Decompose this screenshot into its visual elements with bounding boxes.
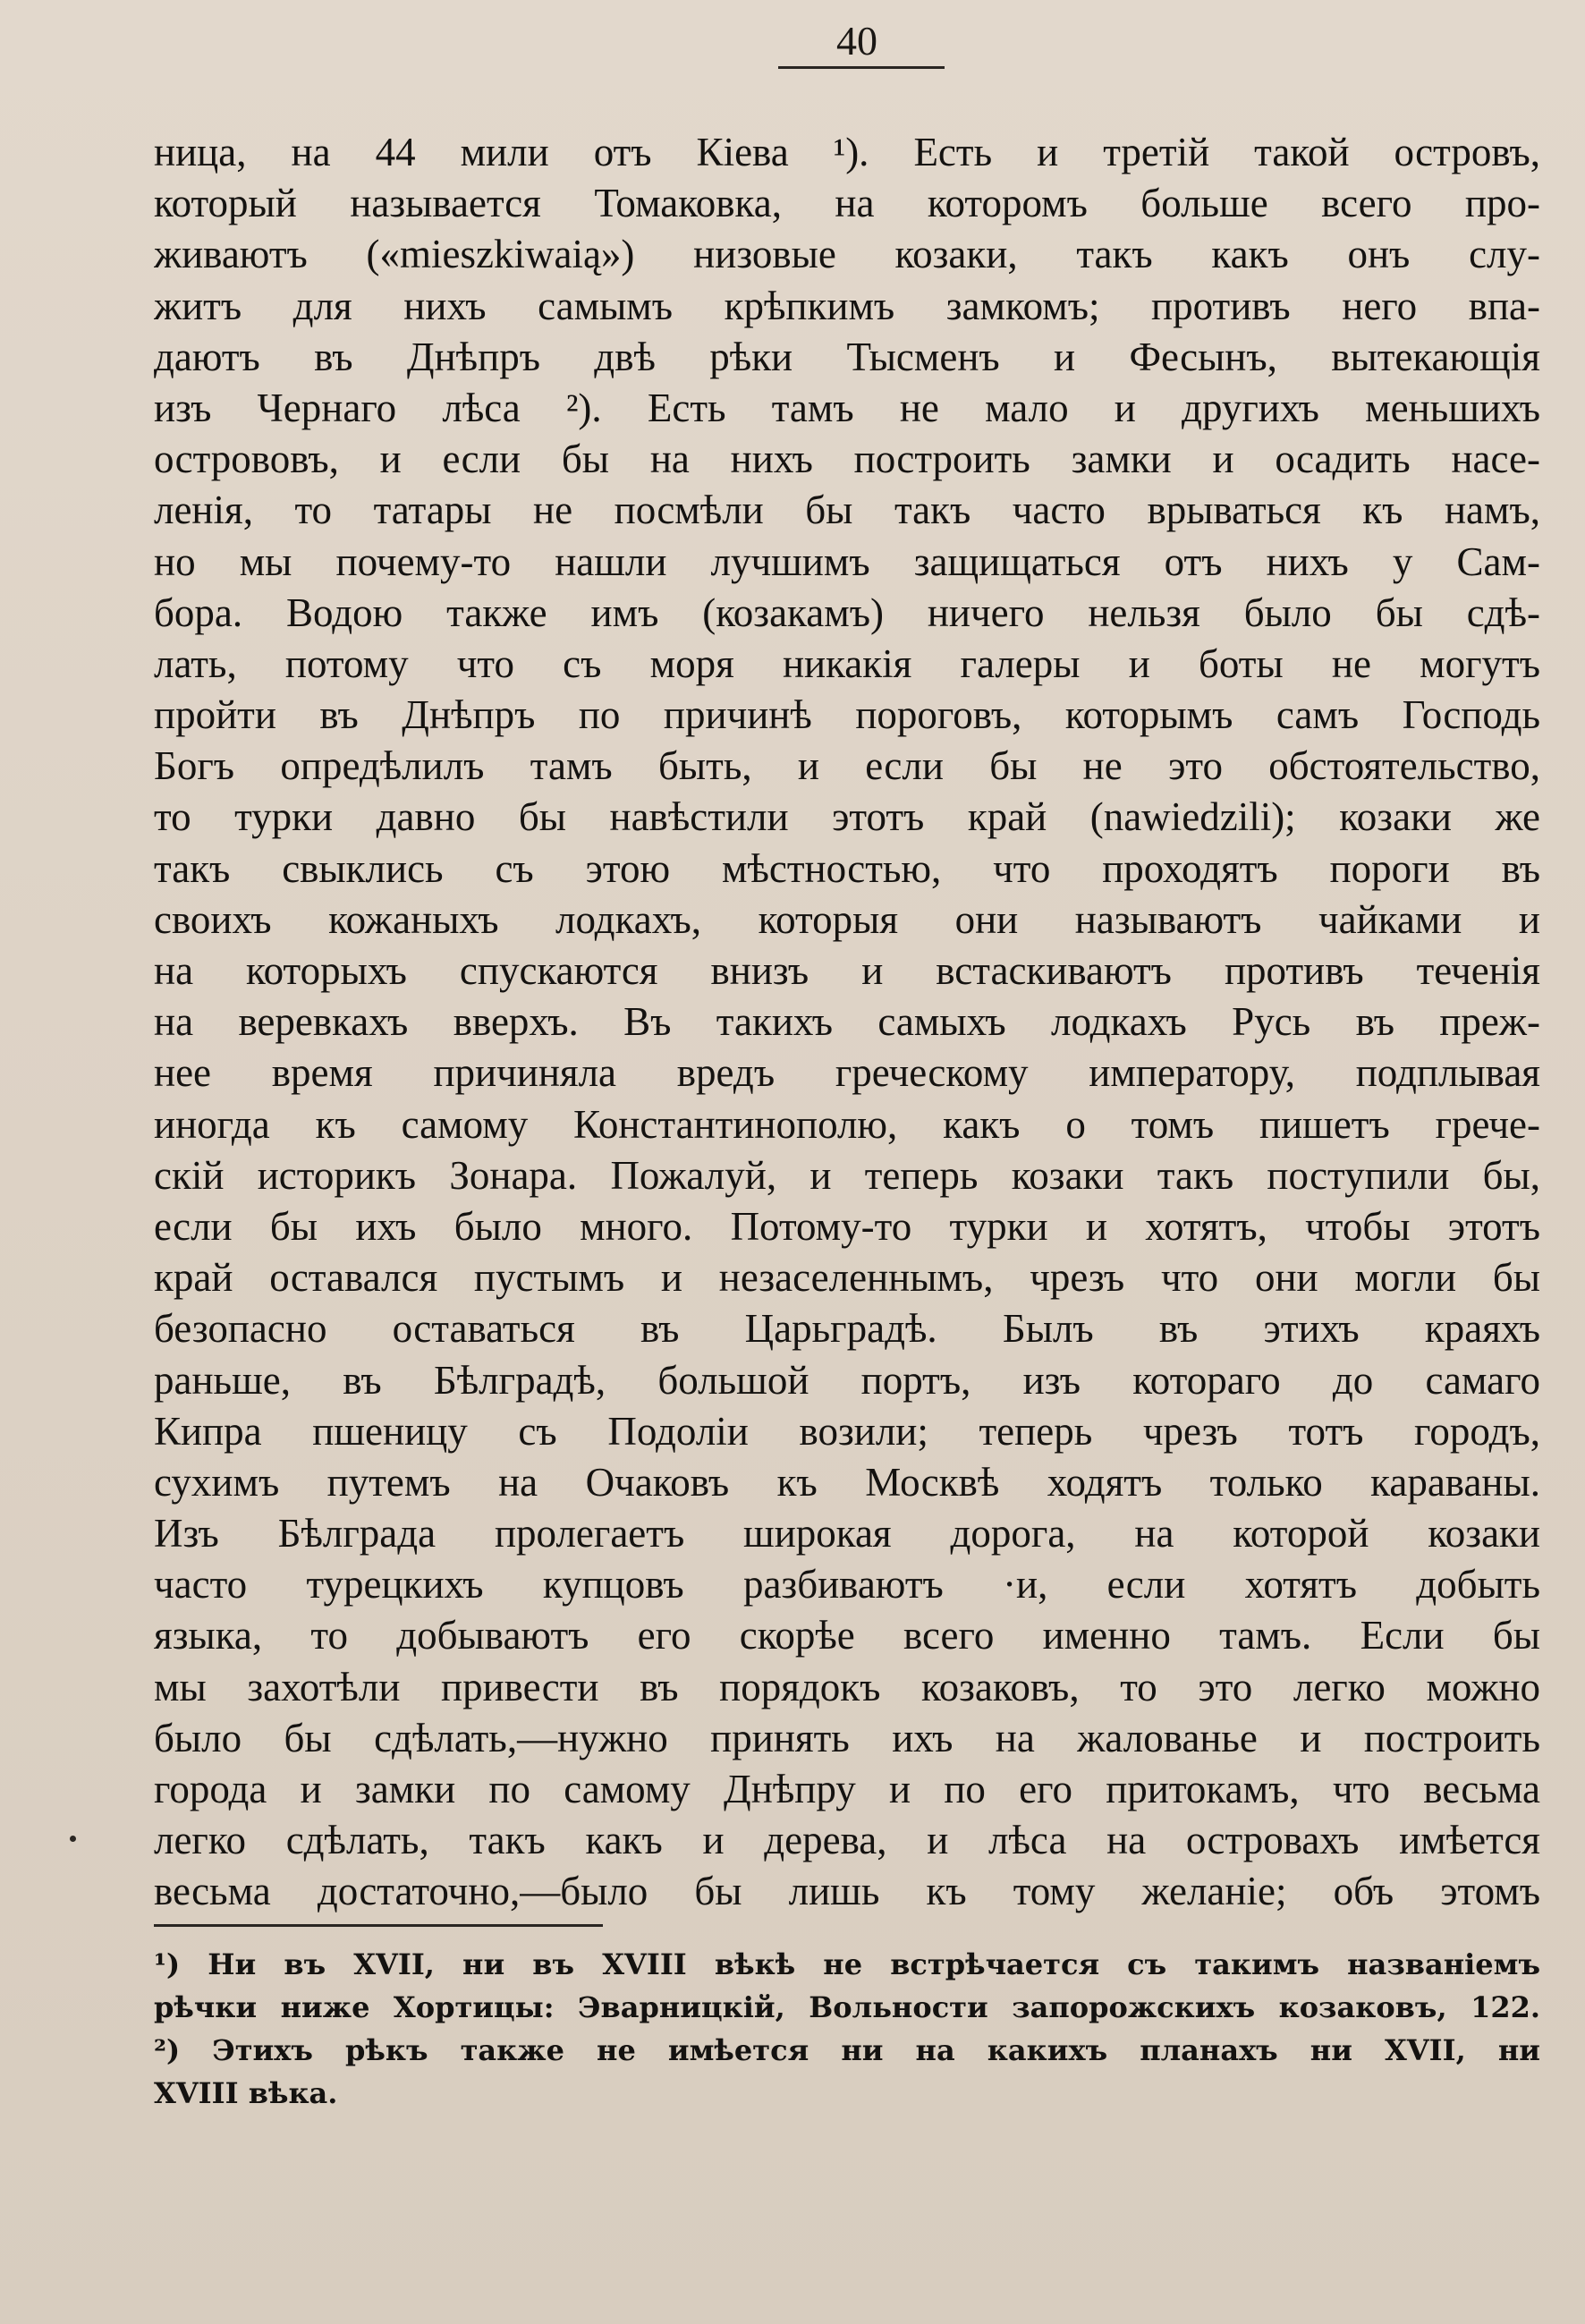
text-line: своихъ кожаныхъ лодкахъ, которыя они называютъ чайками и [154, 896, 1540, 942]
text-line: но мы почему-то нашли лучшимъ защищаться отъ нихъ у Сам- [154, 539, 1540, 584]
text-line: было бы сдѣлать,—нужно принять ихъ на жалованье и построить [154, 1715, 1540, 1760]
text-line: край оставался пустымъ и незаселеннымъ, чрезъ что они могли бы [154, 1255, 1540, 1301]
text-line: скій историкъ Зонара. Пожалуй, и теперь козаки такъ поступили бы, [154, 1152, 1540, 1198]
text-line: ница, на 44 мили отъ Кіева ¹). Есть и третій такой островъ, [154, 130, 1540, 174]
footnotes [154, 1943, 1540, 2115]
text-line: лать, потому что съ моря никакія галеры и боты не могутъ [154, 640, 1540, 686]
footnote-line: ¹) Ни въ XVII, ни въ XVIII вѣкѣ не встрѣчается съ такимъ названіемъ [154, 1947, 1540, 1981]
text-line: безопасно оставаться въ Царьградѣ. Былъ въ этихъ краяхъ [154, 1306, 1540, 1352]
text-line: то турки давно бы навѣстили этотъ край (nawiedzili); козаки же [154, 794, 1540, 840]
text-line: Изъ Бѣлграда пролегаетъ широкая дорога, на которой козаки [154, 1511, 1540, 1556]
text-line: весьма достаточно,—было бы лишь къ тому желаніе; объ этомъ [154, 1869, 1540, 1914]
text-line: на веревкахъ вверхъ. Въ такихъ самыхъ лодкахъ Русь въ преж- [154, 999, 1540, 1045]
text-line: сухимъ путемъ на Очаковъ къ Москвѣ ходятъ только караваны. [154, 1459, 1540, 1505]
text-line: бора. Водою также имъ (козакамъ) ничего нельзя было бы сдѣ- [154, 589, 1540, 635]
text-line: живаютъ («mieszkiwaią») низовые козаки, такъ какъ онъ слу- [154, 232, 1540, 277]
text-line: Кипра пшеницу съ Подоліи возили; теперь чрезъ тотъ городъ, [154, 1408, 1540, 1454]
text-line: даютъ въ Днѣпръ двѣ рѣки Тысменъ и Фесынъ, вытекающія [154, 334, 1540, 379]
text-line: изъ Чернаго лѣса ²). Есть тамъ не мало и другихъ меньшихъ [154, 385, 1540, 430]
text-line: города и замки по самому Днѣпру и по его притокамъ, что весьма [154, 1767, 1540, 1811]
text-line: раньше, въ Бѣлградѣ, большой портъ, изъ котораго до самаго [154, 1357, 1540, 1403]
text-line: пройти въ Днѣпръ по причинѣ пороговъ, которымъ самъ Господь [154, 692, 1540, 738]
text-line: легко сдѣлать, такъ какъ и дерева, и лѣса на островахъ имѣется [154, 1818, 1540, 1863]
footnote-line: ²) Этихъ рѣкъ также не имѣется ни на какихъ планахъ ни XVII, ни [154, 2033, 1540, 2067]
footnote-rule [154, 1924, 603, 1927]
text-line: языка, то добываютъ его скорѣе всего именно тамъ. Если бы [154, 1613, 1540, 1658]
stray-ink-dot [70, 1836, 76, 1842]
text-line: нее время причиняла вредъ греческому императору, подплывая [154, 1050, 1540, 1096]
text-line: острововъ, и если бы на нихъ построить замки и осадить насе- [154, 437, 1540, 482]
text-line: если бы ихъ было много. Потому-то турки и хотятъ, чтобы этотъ [154, 1203, 1540, 1249]
header-rule [778, 66, 945, 69]
text-line: Богъ опредѣлилъ тамъ быть, и если бы не это обстоятельство, [154, 743, 1540, 789]
body-text [154, 127, 1540, 1918]
footnote-line: рѣчки ниже Хортицы: Эварницкій, Вольности запорожскихъ козаковъ, 122. [154, 1990, 1540, 2024]
text-line: который называется Томаковка, на которомъ больше всего про- [154, 181, 1540, 226]
footnote-line: XVIII вѣка. [154, 2076, 338, 2110]
text-line: ленія, то татары не посмѣли бы такъ часто врываться къ намъ, [154, 488, 1540, 533]
page-number: 40 [836, 18, 877, 64]
text-line: мы захотѣли привести въ порядокъ козаковъ, то это легко можно [154, 1664, 1540, 1709]
text-line: иногда къ самому Константинополю, какъ о томъ пишетъ грече- [154, 1101, 1540, 1147]
text-line: на которыхъ спускаются внизъ и встаскиваютъ противъ теченія [154, 948, 1540, 993]
text-line: такъ свыклись съ этою мѣстностью, что проходятъ пороги въ [154, 845, 1540, 891]
text-line: часто турецкихъ купцовъ разбиваютъ ·и, если хотятъ добыть [154, 1562, 1540, 1607]
text-line: житъ для нихъ самымъ крѣпкимъ замкомъ; противъ него впа- [154, 283, 1540, 328]
